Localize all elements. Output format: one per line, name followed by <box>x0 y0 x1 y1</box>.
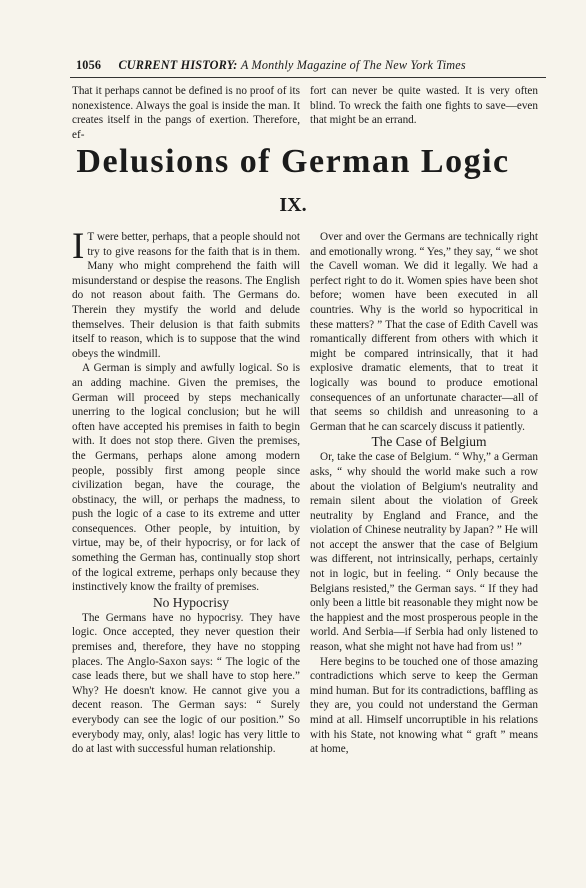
continued-text-left <box>72 84 300 142</box>
subhead-case-of-belgium: The Case of Belgium <box>371 434 487 450</box>
continued-paragraph-left: That it perhaps cannot be defined is no proof of its nonexistence. Always the goal is inside the man. It creates itself in the pangs of exertion. Therefore, ef- <box>72 85 300 141</box>
paragraph: A German is simply and awfully logical. So is an adding machine. Given the premises, the German will proceed by steps mechanically unerring to the logical conclusion; but he will often have accepted his premises in faith to begin with. It does not stop there. Given the premises, the Germans, perhaps alone among modern people, possibly first among people since civilization began, have the courage, the obstinacy, the will, or perhaps the madness, to push the logic of a case to its extreme and utter consequences. Other people, by intuition, by virtue, may be, of their hypocrisy, or for lack of something the German has, continually stop short of the logical extreme, perhaps only because they instinctively know the frailty of premises. <box>72 362 300 594</box>
opening-paragraph-text: T were better, perhaps, that a people should not try to give reasons for the faith that is in them. Many who might comprehend the faith will misunderstand or despise the reasons. The English do not reason about faith. The Germans do. Therein they mystify the world and delude themselves. Their delusion is that faith submits itself to reason, which is to suppose that the wind obeys the windmill. <box>72 231 300 360</box>
article-column-left <box>72 226 300 757</box>
publication-subtitle: A Monthly Magazine of The New York Times <box>240 58 466 72</box>
subhead-no-hypocrisy: No Hypocrisy <box>152 594 230 610</box>
article-number: IX. <box>279 194 307 216</box>
header-rule <box>70 77 546 78</box>
article-title: Delusions of German Logic <box>76 143 510 180</box>
paragraph: Or, take the case of Belgium. “ Why,” a German asks, “ why should the world make such a row about the violation of Belgium's neutrality and remain silent about the violation of Greek neutrality by England and France, and the violation of Chinese neutrality by Japan? ” He will not accept the answer that the case of Belgium was different, not intrinsically, perhaps, certainly not in logic, but in feeling. “ Only because the Belgians resisted,” the German says. “ If they had only been a little bit reasonable they might now be the happiest and the most prosperous people in the world. And Serbia—if Serbia had only listened to reason, what she might not have had from us! ” <box>310 451 538 654</box>
drop-cap: I <box>72 226 85 267</box>
opening-paragraph <box>72 226 300 361</box>
continued-paragraph-right: fort can never be quite wasted. It is very often blind. To wreck the faith one fights to save—even that might be an errand. <box>310 85 538 127</box>
paragraph: The Germans have no hypocrisy. They have logic. Once accepted, they never question their premises and, therefore, they have no stopping places. The Anglo-Saxon says: “ The logic of the case leads there, but we shall have to stop here.” Why? He doesn't know. He cannot give you a decent reason. The German says: “ Surely everybody can see the logic of our position.” So everybody may, only, alas! logic has very little to do at last with successful human relationship. <box>72 611 300 756</box>
page-number: 1056 <box>76 58 102 72</box>
continued-text-right <box>310 84 538 128</box>
running-head <box>76 58 546 73</box>
article-column-right <box>310 230 538 757</box>
publication-title: CURRENT HISTORY: <box>118 58 238 72</box>
paragraph: Here begins to be touched one of those amazing contradictions which serve to keep the German mind human. But for its contradictions, baffling as they are, you could not understand the German mind at all. Himself uncorruptible in his relations with his State, not knowing what “ graft ” means at home, <box>310 655 538 756</box>
paragraph: Over and over the Germans are technically right and emotionally wrong. “ Yes,” they say, “ we shot the Cavell woman. We did it legally. We had a perfect right to do it. Women spies have been shot before; women have been executed in all countries. Why is the world so hypocritical in these matters? ” That the case of Edith Cavell was romantically different from others with which it might be compared intrinsically, that it had explosive dramatic elements, that to treat it logically was bound to produce emotional consequences of an unfortunate character—all of that seems so childish and unreasoning to a German that he can scarcely discuss it patiently. <box>310 231 538 433</box>
